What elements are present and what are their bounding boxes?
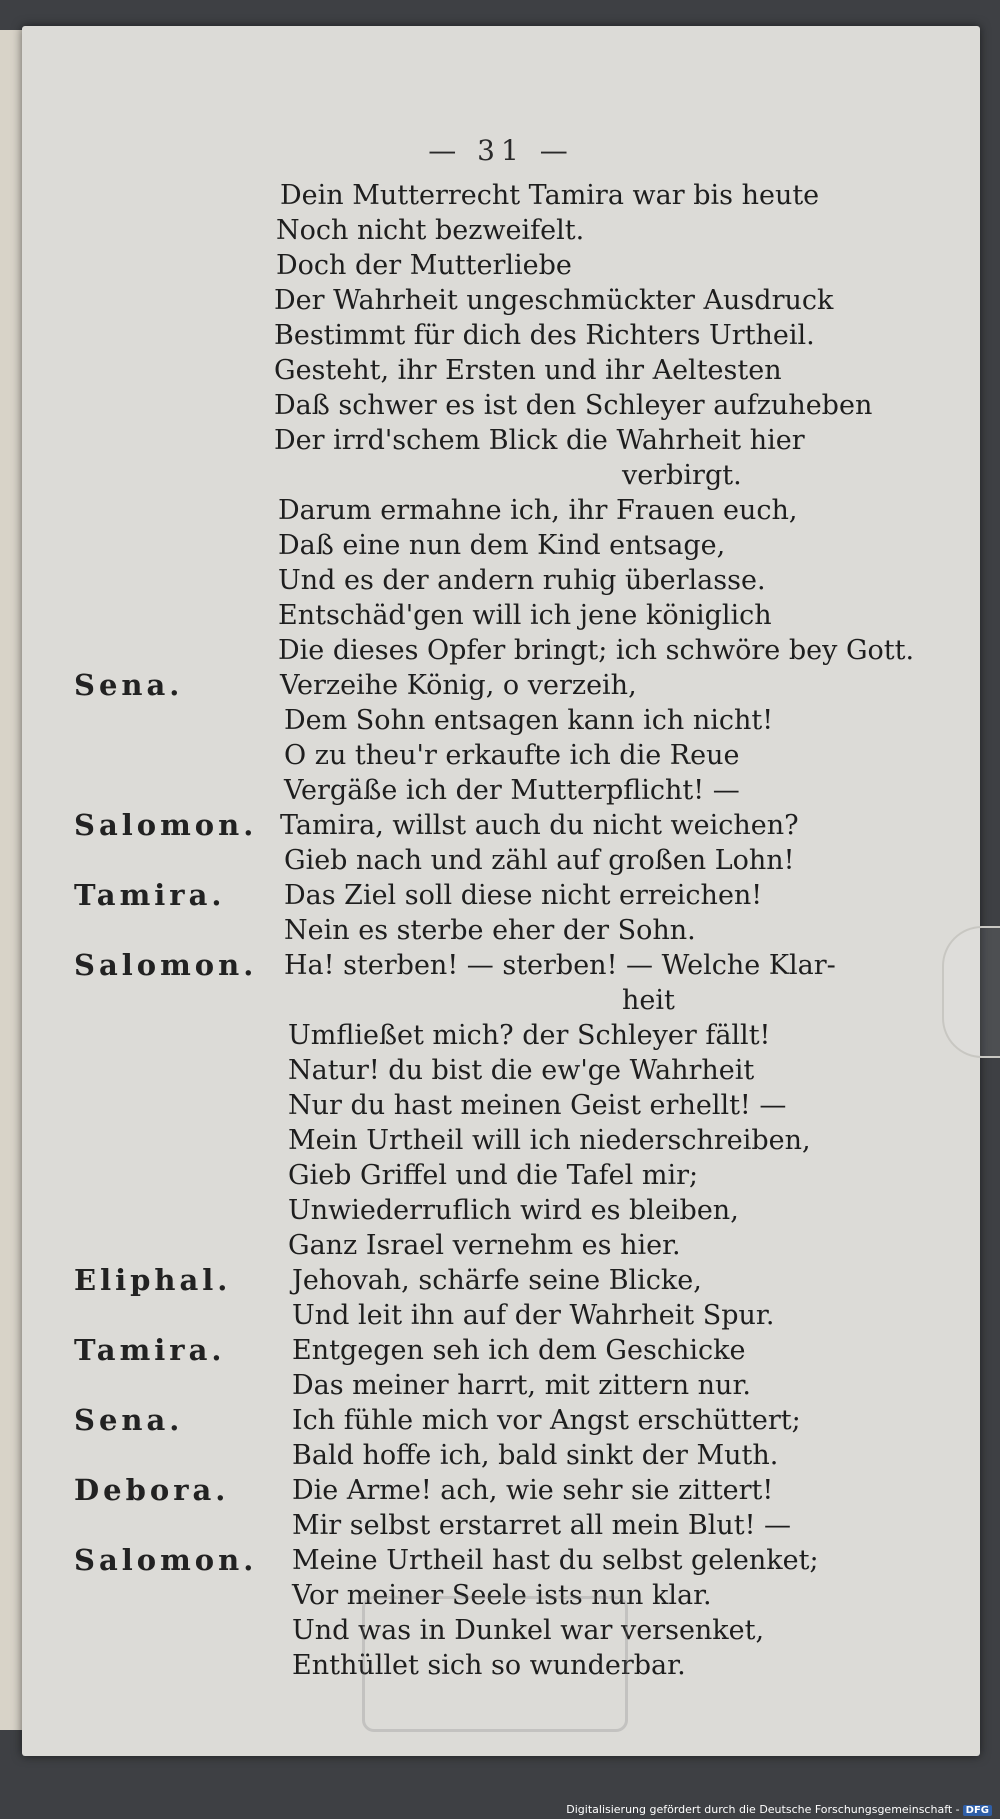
- book-page: [22, 26, 980, 1756]
- line-text: Bald hoffe ich, bald sinkt der Muth.: [292, 1440, 779, 1471]
- speaker-name: Tamira.: [74, 1333, 226, 1367]
- page-number: — 31 —: [428, 134, 574, 167]
- verse-line: [22, 1228, 980, 1263]
- verse-line: [22, 773, 980, 808]
- line-text: verbirgt.: [622, 460, 742, 491]
- verse-line: [22, 1088, 980, 1123]
- verse-line: [22, 703, 980, 738]
- speaker-name: Sena.: [74, 668, 184, 702]
- verse-line: [22, 318, 980, 353]
- verse-line: [22, 1298, 980, 1333]
- speaker-name: Tamira.: [74, 878, 226, 912]
- library-stamp: [362, 1596, 628, 1732]
- line-text: Mein Urtheil will ich niederschreiben,: [288, 1125, 811, 1156]
- line-text: Vergäße ich der Mutterpflicht! —: [284, 775, 740, 806]
- line-text: Ich fühle mich vor Angst erschüttert;: [292, 1405, 801, 1436]
- verse-line: [22, 1158, 980, 1193]
- line-text: Entschäd'gen will ich jene königlich: [278, 600, 772, 631]
- line-text: Verzeihe König, o verzeih,: [280, 670, 637, 701]
- verse-line: [22, 913, 980, 948]
- verse-line: [22, 1368, 980, 1403]
- line-text: Enthüllet sich so wunderbar.: [292, 1650, 686, 1681]
- dfg-logo: DFG: [963, 1805, 992, 1816]
- verse-line: [22, 1543, 980, 1578]
- verse-line: [22, 983, 980, 1018]
- verse-line: [22, 1263, 980, 1298]
- line-text: Doch der Mutterliebe: [276, 250, 572, 281]
- verse-line: [22, 283, 980, 318]
- line-text: Ha! sterben! — sterben! — Welche Klar-: [284, 950, 836, 981]
- verse-line: [22, 423, 980, 458]
- verse-line: [22, 948, 980, 983]
- verse-line: [22, 738, 980, 773]
- line-text: Darum ermahne ich, ihr Frauen euch,: [278, 495, 798, 526]
- line-text: Natur! du bist die ew'ge Wahrheit: [288, 1055, 755, 1086]
- line-text: Nur du hast meinen Geist erhellt! —: [288, 1090, 787, 1121]
- line-text: Das meiner harrt, mit zittern nur.: [292, 1370, 751, 1401]
- line-text: Ganz Israel vernehm es hier.: [288, 1230, 681, 1261]
- verse-line: [22, 563, 980, 598]
- line-text: Und was in Dunkel war versenket,: [292, 1615, 765, 1646]
- verse-line: [22, 178, 980, 213]
- verse-line: [22, 1333, 980, 1368]
- verse-line: [22, 808, 980, 843]
- line-text: Jehovah, schärfe seine Blicke,: [292, 1265, 702, 1296]
- line-text: Gesteht, ihr Ersten und ihr Aeltesten: [274, 355, 782, 386]
- verse-line: [22, 668, 980, 703]
- verse-line: [22, 1018, 980, 1053]
- verse-line: [22, 528, 980, 563]
- line-text: Nein es sterbe eher der Sohn.: [284, 915, 696, 946]
- verse-line: [22, 1473, 980, 1508]
- verse-line: [22, 1403, 980, 1438]
- line-text: Daß schwer es ist den Schleyer aufzuheben: [274, 390, 873, 421]
- verse-line: [22, 493, 980, 528]
- verse-line: [22, 353, 980, 388]
- verse-line: [22, 1053, 980, 1088]
- line-text: Der irrd'schem Blick die Wahrheit hier: [274, 425, 805, 456]
- verse-line: [22, 1438, 980, 1473]
- line-text: heit: [622, 985, 675, 1016]
- speaker-name: Salomon.: [74, 948, 258, 982]
- line-text: Unwiederruflich wird es bleiben,: [288, 1195, 739, 1226]
- line-text: Noch nicht bezweifelt.: [276, 215, 585, 246]
- verse-line: [22, 878, 980, 913]
- verse-line: [22, 633, 980, 668]
- line-text: Die dieses Opfer bringt; ich schwöre bey Gott.: [278, 635, 915, 666]
- line-text: Mir selbst erstarret all mein Blut! —: [292, 1510, 792, 1541]
- verse-line: [22, 598, 980, 633]
- speaker-name: Sena.: [74, 1403, 184, 1437]
- line-text: Und leit ihn auf der Wahrheit Spur.: [292, 1300, 775, 1331]
- speaker-name: Debora.: [74, 1473, 230, 1507]
- line-text: Das Ziel soll diese nicht erreichen!: [284, 880, 763, 911]
- funding-text: Digitalisierung gefördert durch die Deutsche Forschungsgemeinschaft -: [566, 1803, 960, 1816]
- speaker-name: Salomon.: [74, 808, 258, 842]
- verse-line: [22, 213, 980, 248]
- speaker-name: Salomon.: [74, 1543, 258, 1577]
- line-text: O zu theu'r erkaufte ich die Reue: [284, 740, 740, 771]
- verse-line: [22, 1123, 980, 1158]
- line-text: Und es der andern ruhig überlasse.: [278, 565, 766, 596]
- verse-line: [22, 458, 980, 493]
- speaker-name: Eliphal.: [74, 1263, 232, 1297]
- line-text: Bestimmt für dich des Richters Urtheil.: [274, 320, 815, 351]
- verse-text: [22, 178, 980, 1683]
- line-text: Dein Mutterrecht Tamira war bis heute: [280, 180, 820, 211]
- line-text: Daß eine nun dem Kind entsage,: [278, 530, 726, 561]
- line-text: Der Wahrheit ungeschmückter Ausdruck: [274, 285, 834, 316]
- verse-line: [22, 388, 980, 423]
- verse-line: [22, 843, 980, 878]
- verse-line: [22, 1508, 980, 1543]
- line-text: Die Arme! ach, wie sehr sie zittert!: [292, 1475, 774, 1506]
- verse-line: [22, 248, 980, 283]
- line-text: Gieb nach und zähl auf großen Lohn!: [284, 845, 795, 876]
- line-text: Tamira, willst auch du nicht weichen?: [280, 810, 799, 841]
- line-text: Vor meiner Seele ists nun klar.: [292, 1580, 712, 1611]
- verse-line: [22, 1193, 980, 1228]
- line-text: Dem Sohn entsagen kann ich nicht!: [284, 705, 774, 736]
- line-text: Meine Urtheil hast du selbst gelenket;: [292, 1545, 819, 1576]
- line-text: Entgegen seh ich dem Geschicke: [292, 1335, 746, 1366]
- line-text: Umfließet mich? der Schleyer fällt!: [288, 1020, 771, 1051]
- funding-note: [566, 1803, 992, 1816]
- line-text: Gieb Griffel und die Tafel mir;: [288, 1160, 699, 1191]
